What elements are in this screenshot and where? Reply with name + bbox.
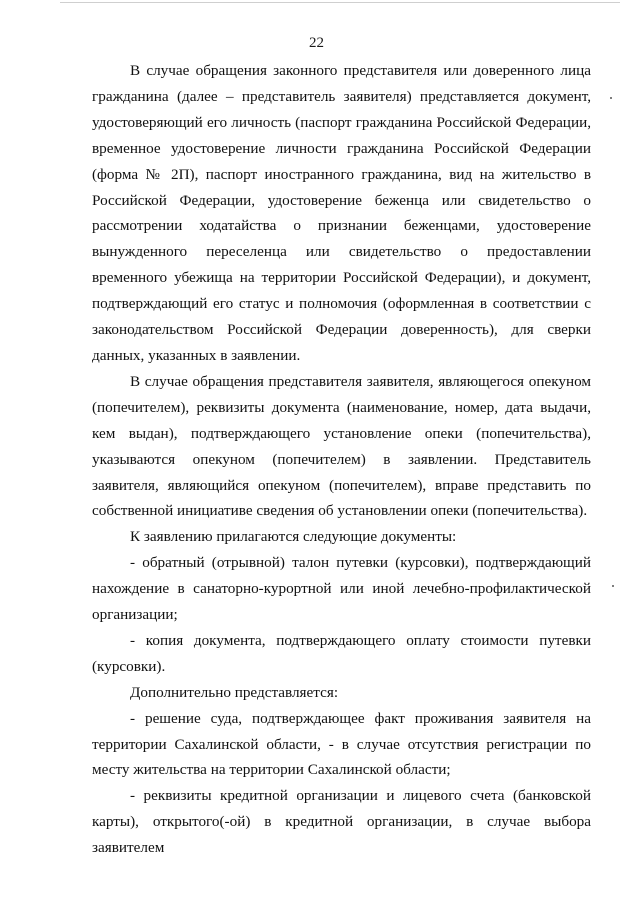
scan-speck xyxy=(612,585,614,587)
document-body xyxy=(92,58,591,861)
list-item-court-decision: - решение суда, подтверждающее факт проживания заявителя на территории Сахалинской области, - в случае отсутствия регистрации по месту жительства на территории Сахалинской области; xyxy=(92,709,591,779)
paragraph-attachments-intro: К заявлению прилагаются следующие документы: xyxy=(130,528,457,546)
scan-speck xyxy=(610,97,612,99)
list-item-voucher-stub: - обратный (отрывной) талон путевки (курсовки), подтверждающий нахождение в санаторно-курортной или иной лечебно-профилактической организации; xyxy=(92,554,591,624)
scan-edge-line xyxy=(60,2,620,3)
page-number: 22 xyxy=(309,35,324,51)
paragraph-representative-documents: В случае обращения законного представителя или доверенного лица гражданина (далее – представитель заявителя) представляется документ, удостоверяющий его личность (паспорт гражданина Российской Федерации, временное удостоверение личности гражданина Российской Федерации (форма № 2П), паспорт иностранного гражданина, вид на жительство в Российской Федерации, удостоверение беженца или свидетельство о рассмотрении ходатайства о признании беженцами, удостоверение вынужденного переселенца или свидетельство о предоставлении временного убежища на территории Российской Федерации), и документ, подтверждающий его статус и полномочия (оформленная в соответствии с законодательством Российской Федерации доверенность), для сверки данных, указанных в заявлении. xyxy=(92,62,591,364)
list-item-payment-copy: - копия документа, подтверждающего оплату стоимости путевки (курсовки). xyxy=(92,631,591,675)
list-item-bank-details: - реквизиты кредитной организации и лицевого счета (банковской карты), открытого(-ой) в кредитной организации, в случае выбора заявителем xyxy=(92,787,591,857)
paragraph-guardian-details: В случае обращения представителя заявителя, являющегося опекуном (попечителем), реквизиты документа (наименование, номер, дата выдачи, кем выдан), подтверждающего установление опеки (попечительства), указываются опекуном (попечителем) в заявлении. Представитель заявителя, являющийся опекуном (попечителем), вправе представить по собственной инициативе сведения об установлении опеки (попечительства). xyxy=(92,372,591,520)
paragraph-additional-intro: Дополнительно представляется: xyxy=(130,683,339,701)
